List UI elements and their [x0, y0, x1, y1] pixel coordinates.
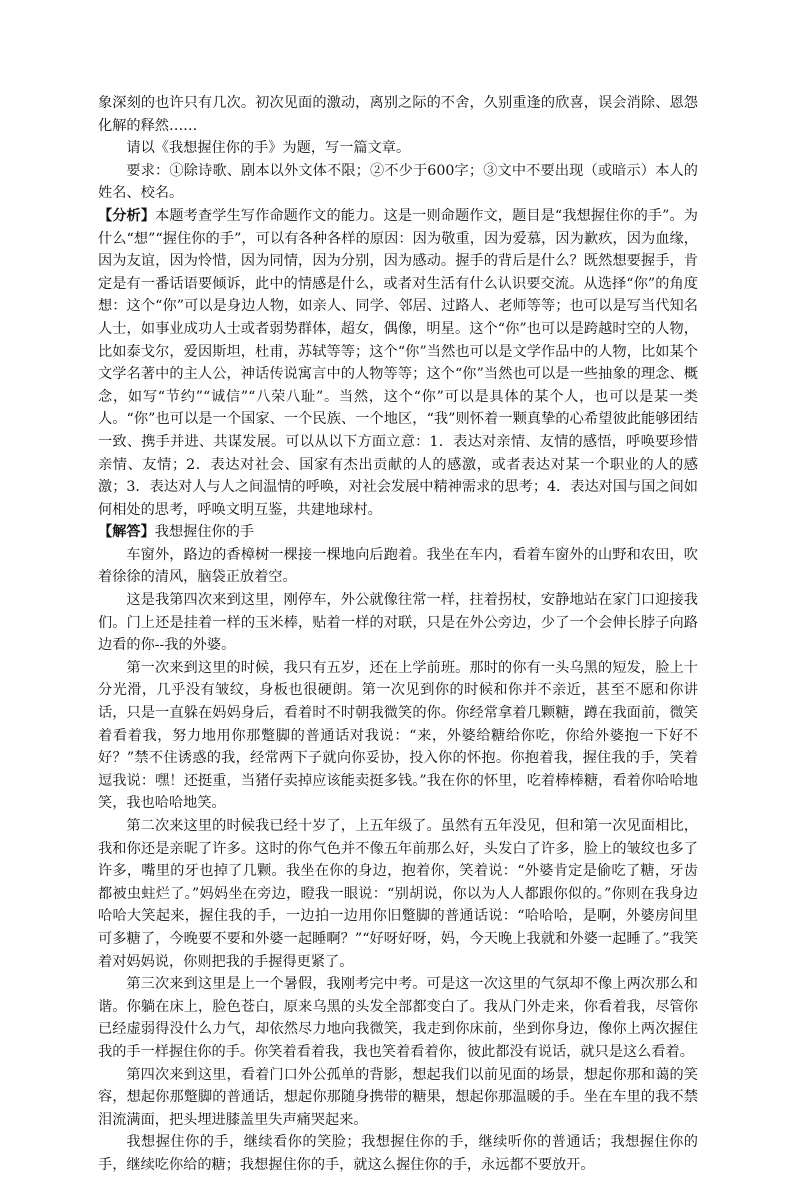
paragraph-text: 第四次来到这里，看着门口外公孤单的背影，想起我们以前见面的场景，想起你那和蔼的笑容，想起你那蹩脚的普通话，想起你那随身携带的糖果，想起你那温暖的手。坐在车里的我不禁泪流满面，把头埋进膝盖里失声痛哭起来。	[98, 1066, 698, 1128]
paragraph-analysis	[98, 205, 698, 521]
paragraph-essay-3	[98, 657, 698, 815]
paragraph-answer-title	[98, 521, 698, 544]
paragraph-essay-4	[98, 815, 698, 973]
answer-label: 【解答】	[98, 524, 155, 541]
paragraph-text: 请以《我想握住你的手》为题，写一篇文章。	[126, 140, 411, 157]
paragraph-essay-5	[98, 973, 698, 1063]
paragraph-text: 车窗外，路边的香樟树一棵接一棵地向后跑着。我坐在车内，看着车窗外的山野和农田，吹着徐徐的清风，脑袋正放着空。	[98, 546, 698, 586]
paragraph-text: 要求：①除诗歌、剧本以外文体不限；②不少于600字；③文中不要出现（或暗示）本人的姓名、校名。	[98, 162, 698, 202]
paragraph-essay-1	[98, 544, 698, 589]
analysis-label: 【分析】	[98, 207, 156, 224]
paragraph-essay-7	[98, 1131, 698, 1176]
paragraph-text: 第二次来这里的时候我已经十岁了，上五年级了。虽然有五年没见，但和第一次见面相比，我和你还是亲昵了许多。这时的你气色并不像五年前那么好，头发白了许多，脸上的皱纹也多了许多，嘴里的牙也掉了几颗。我坐在你的身边，抱着你，笑着说：“外婆肯定是偷吃了糖，牙齿都被虫蛀烂了。”妈妈坐在旁边，瞪我一眼说：“别胡说，你以为人人都跟你似的。”你则在我身边哈哈大笑起来，握住我的手，一边拍一边用你旧蹩脚的普通话说：“哈哈哈，是啊，外婆房间里可多糖了，今晚要不要和外婆一起睡啊？”“好呀好呀，妈，今天晚上我就和外婆一起睡了。”我笑着对妈妈说，你则把我的手握得更紧了。	[98, 818, 698, 970]
paragraph-text: 第三次来到这里是上一个暑假，我刚考完中考。可是这一次这里的气氛却不像上两次那么和谐。你躺在床上，脸色苍白，原来乌黑的头发全部都变白了。我从门外走来，你看着我，尽管你已经虚弱得没什么力气，却依然尽力地向我微笑，我走到你床前，坐到你身边，像你上两次握住我的手一样握住你的手。你笑着看着我，我也笑着看着你，彼此都没有说话，就只是这么看着。	[98, 976, 698, 1060]
paragraph-text: 这是我第四次来到这里，刚停车，外公就像往常一样，拄着拐杖，安静地站在家门口迎接我们。门上还是挂着一样的玉米棒，贴着一样的对联，只是在外公旁边，少了一个会伸长脖子向路边看的你--我的外婆。	[98, 592, 698, 654]
paragraph-requirements	[98, 160, 698, 205]
paragraph-intro-tail	[98, 92, 698, 137]
paragraph-essay-2	[98, 589, 698, 657]
paragraph-text: 本题考查学生写作命题作文的能力。这是一则命题作文，题目是“我想握住你的手”。为什么“想”“握住你的手”，可以有各种各样的原因：因为敬重，因为爱慕，因为歉疚，因为血缘，因为友谊，因为怜惜，因为同情，因为分别，因为感动。握手的背后是什么？既然想要握手，肯定是有一番话语要倾诉，此中的情感是什么，或者对生活有什么认识要交流。从选择“你”的角度想：这个“你”可以是身边人物，如亲人、同学、邻居、过路人、老师等等；也可以是写当代知名人士，如事业成功人士或者弱势群体，超女，偶像，明星。这个“你”也可以是跨越时空的人物，比如泰戈尔，爱因斯坦，杜甫，苏轼等等；这个“你”当然也可以是文学作品中的人物，比如某个文学名著中的主人公，神话传说寓言中的人物等等；这个“你”当然也可以是一些抽象的理念、概念，如写“节约”“诚信”“八荣八耻”。当然，这个“你”可以是具体的某个人，也可以是某一类人。“你”也可以是一个国家、一个民族、一个地区，“我”则怀着一颗真挚的心希望彼此能够团结一致、携手并进、共谋发展。可以从以下方面立意：1．表达对亲情、友情的感悟，呼唤要珍惜亲情、友情；2．表达对社会、国家有杰出贡献的人的感激，或者表达对某一个职业的人的感激；3．表达对人与人之间温情的呼唤，对社会发展中精神需求的思考；4．表达对国与国之间如何相处的思考，呼唤文明互鉴，共建地球村。	[98, 207, 698, 518]
paragraph-text: 第一次来到这里的时候，我只有五岁，还在上学前班。那时的你有一头乌黑的短发，脸上十分光滑，几乎没有皱纹，身板也很硬朗。第一次见到你的时候和你并不亲近，甚至不愿和你讲话，只是一直躲在妈妈身后，看着时不时朝我微笑的你。你经常拿着几颗糖，蹲在我面前，微笑着看着我，努力地用你那蹩脚的普通话对我说：“来，外婆给糖给你吃，你给外婆抱一下好不好？”禁不住诱惑的我，经常两下子就向你妥协，投入你的怀抱。你抱着我，握住我的手，笑着逗我说：嘿！还挺重，当猪仔卖掉应该能卖挺多钱。”我在你的怀里，吃着棒棒糖，看着你哈哈地笑，我也哈哈地笑。	[98, 659, 698, 812]
paragraph-prompt	[98, 137, 698, 160]
paragraph-text: 象深刻的也许只有几次。初次见面的激动，离别之际的不舍，久别重逢的欣喜，误会消除、恩怨化解的释然……	[98, 95, 698, 134]
document-page	[98, 92, 698, 1177]
essay-title: 我想握住你的手	[154, 524, 255, 541]
paragraph-essay-6	[98, 1064, 698, 1132]
paragraph-text: 我想握住你的手，继续看你的笑脸；我想握住你的手，继续听你的普通话；我想握住你的手，继续吃你给的糖；我想握住你的手，就这么握住你的手，永远都不要放开。	[98, 1134, 698, 1173]
